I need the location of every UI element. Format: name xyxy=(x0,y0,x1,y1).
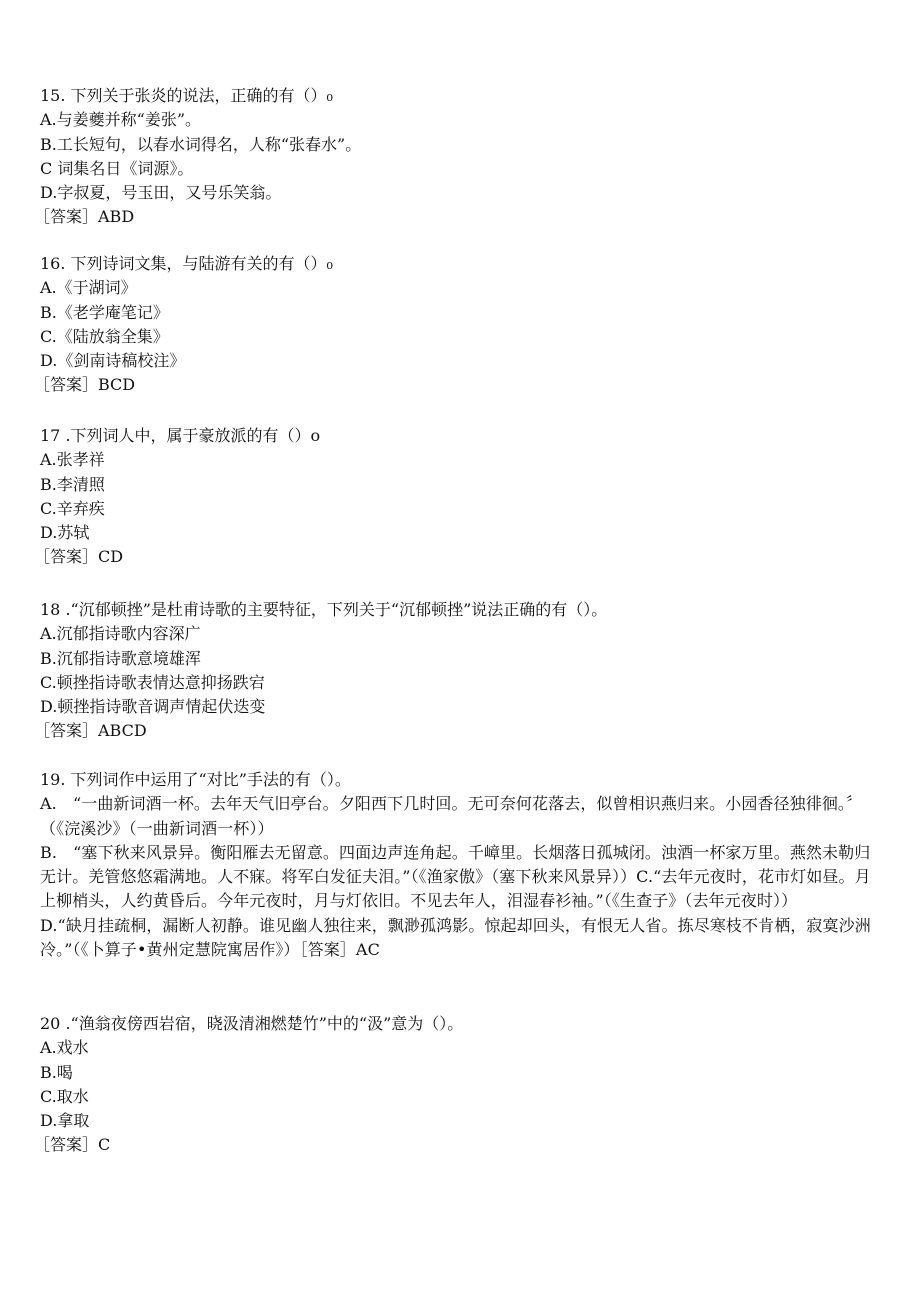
option-c: C.取水 xyxy=(40,1086,89,1106)
option-d: D.字叔夏，号玉田，又号乐笑翁。 xyxy=(40,183,282,203)
option-d-with-answer: D.“缺月挂疏桐，漏断人初静。谁见幽人独往来，飘渺孤鸿影。惊起却回头，有恨无人省。拣尽寒枝不肯栖，寂寞沙洲冷。”（《卜算子•黄州定慧院寓居作》）［答案］AC xyxy=(40,915,871,960)
answer-text: ［答案］BCD xyxy=(34,375,136,395)
option-a: A.与姜夔并称“姜张”。 xyxy=(40,110,202,130)
question-18 xyxy=(34,598,878,744)
option-a: A.沉郁指诗歌内容深广 xyxy=(40,624,201,644)
question-stem: 16. 下列诗词文集，与陆游有关的有（）₀ xyxy=(40,254,333,273)
option-b: B.工长短句，以春水词得名，人称“张春水”。 xyxy=(40,134,362,154)
option-c: C.辛弃疾 xyxy=(40,498,105,518)
option-d: D.顿挫指诗歌音调声情起伏迭变 xyxy=(40,697,266,717)
answer-text: ［答案］CD xyxy=(34,547,124,567)
option-c: C.顿挫指诗歌表情达意抑扬跌宕 xyxy=(40,672,265,692)
option-b: B.李清照 xyxy=(40,474,105,494)
option-b: B.沉郁指诗歌意境雄浑 xyxy=(40,648,201,668)
option-b: B.《老学庵笔记》 xyxy=(40,302,169,322)
question-stem: 15. 下列关于张炎的说法，正确的有（）₀ xyxy=(40,86,333,105)
question-17 xyxy=(34,424,878,570)
option-d: D.苏轼 xyxy=(40,523,90,543)
option-b-c: B. “塞下秋来风景异。衡阳雁去无留意。四面边声连角起。千嶂里。长烟落日孤城闭。浊酒一杯家万里。燕然未勒归无计。羌管悠悠霜满地。人不寐。将军白发征夫泪。”（《渔家傲》（塞下秋来风景异））C.“去年元夜时，花市灯如昼。月上柳梢头，人约黄昏后。今年元夜时，月与灯依旧。不见去年人，泪湿春衫袖。”（《生查子》（去年元夜时）） xyxy=(40,842,871,911)
question-stem: 20 .“渔翁夜傍西岩宿，晓汲清湘燃楚竹”中的“汲”意为（）。 xyxy=(40,1014,464,1033)
answer-text: ［答案］ABD xyxy=(34,207,135,227)
question-stem: 17 .下列词人中，属于豪放派的有（）o xyxy=(40,426,321,445)
option-c: C 词集名日《词源》。 xyxy=(40,158,194,178)
option-b: B.喝 xyxy=(40,1062,73,1082)
option-d: D.拿取 xyxy=(40,1111,90,1131)
question-stem: 18 .“沉郁顿挫”是杜甫诗歌的主要特征，下列关于“沉郁顿挫”说法正确的有（）。 xyxy=(40,600,608,619)
option-a: A. “一曲新词酒一杯。去年天气旧亭台。夕阳西下几时回。无可奈何花落去，似曾相识燕归来。小园香径独徘徊。〞（《浣溪沙》（一曲新词酒一杯）） xyxy=(40,794,863,838)
question-stem: 19. 下列词作中运用了“对比”手法的有（）。 xyxy=(40,770,351,789)
answer-text: ［答案］C xyxy=(34,1135,111,1155)
option-a: A.张孝祥 xyxy=(40,450,105,470)
option-c: C.《陆放翁全集》 xyxy=(40,326,169,346)
answer-text: ［答案］ABCD xyxy=(34,721,147,741)
question-16 xyxy=(34,252,878,398)
option-a: A.《于湖词》 xyxy=(40,278,137,298)
option-a: A.戏水 xyxy=(40,1038,89,1058)
option-d: D.《剑南诗稿校注》 xyxy=(40,351,186,371)
question-19 xyxy=(40,768,878,962)
question-20 xyxy=(34,1012,878,1158)
question-15 xyxy=(34,84,878,230)
